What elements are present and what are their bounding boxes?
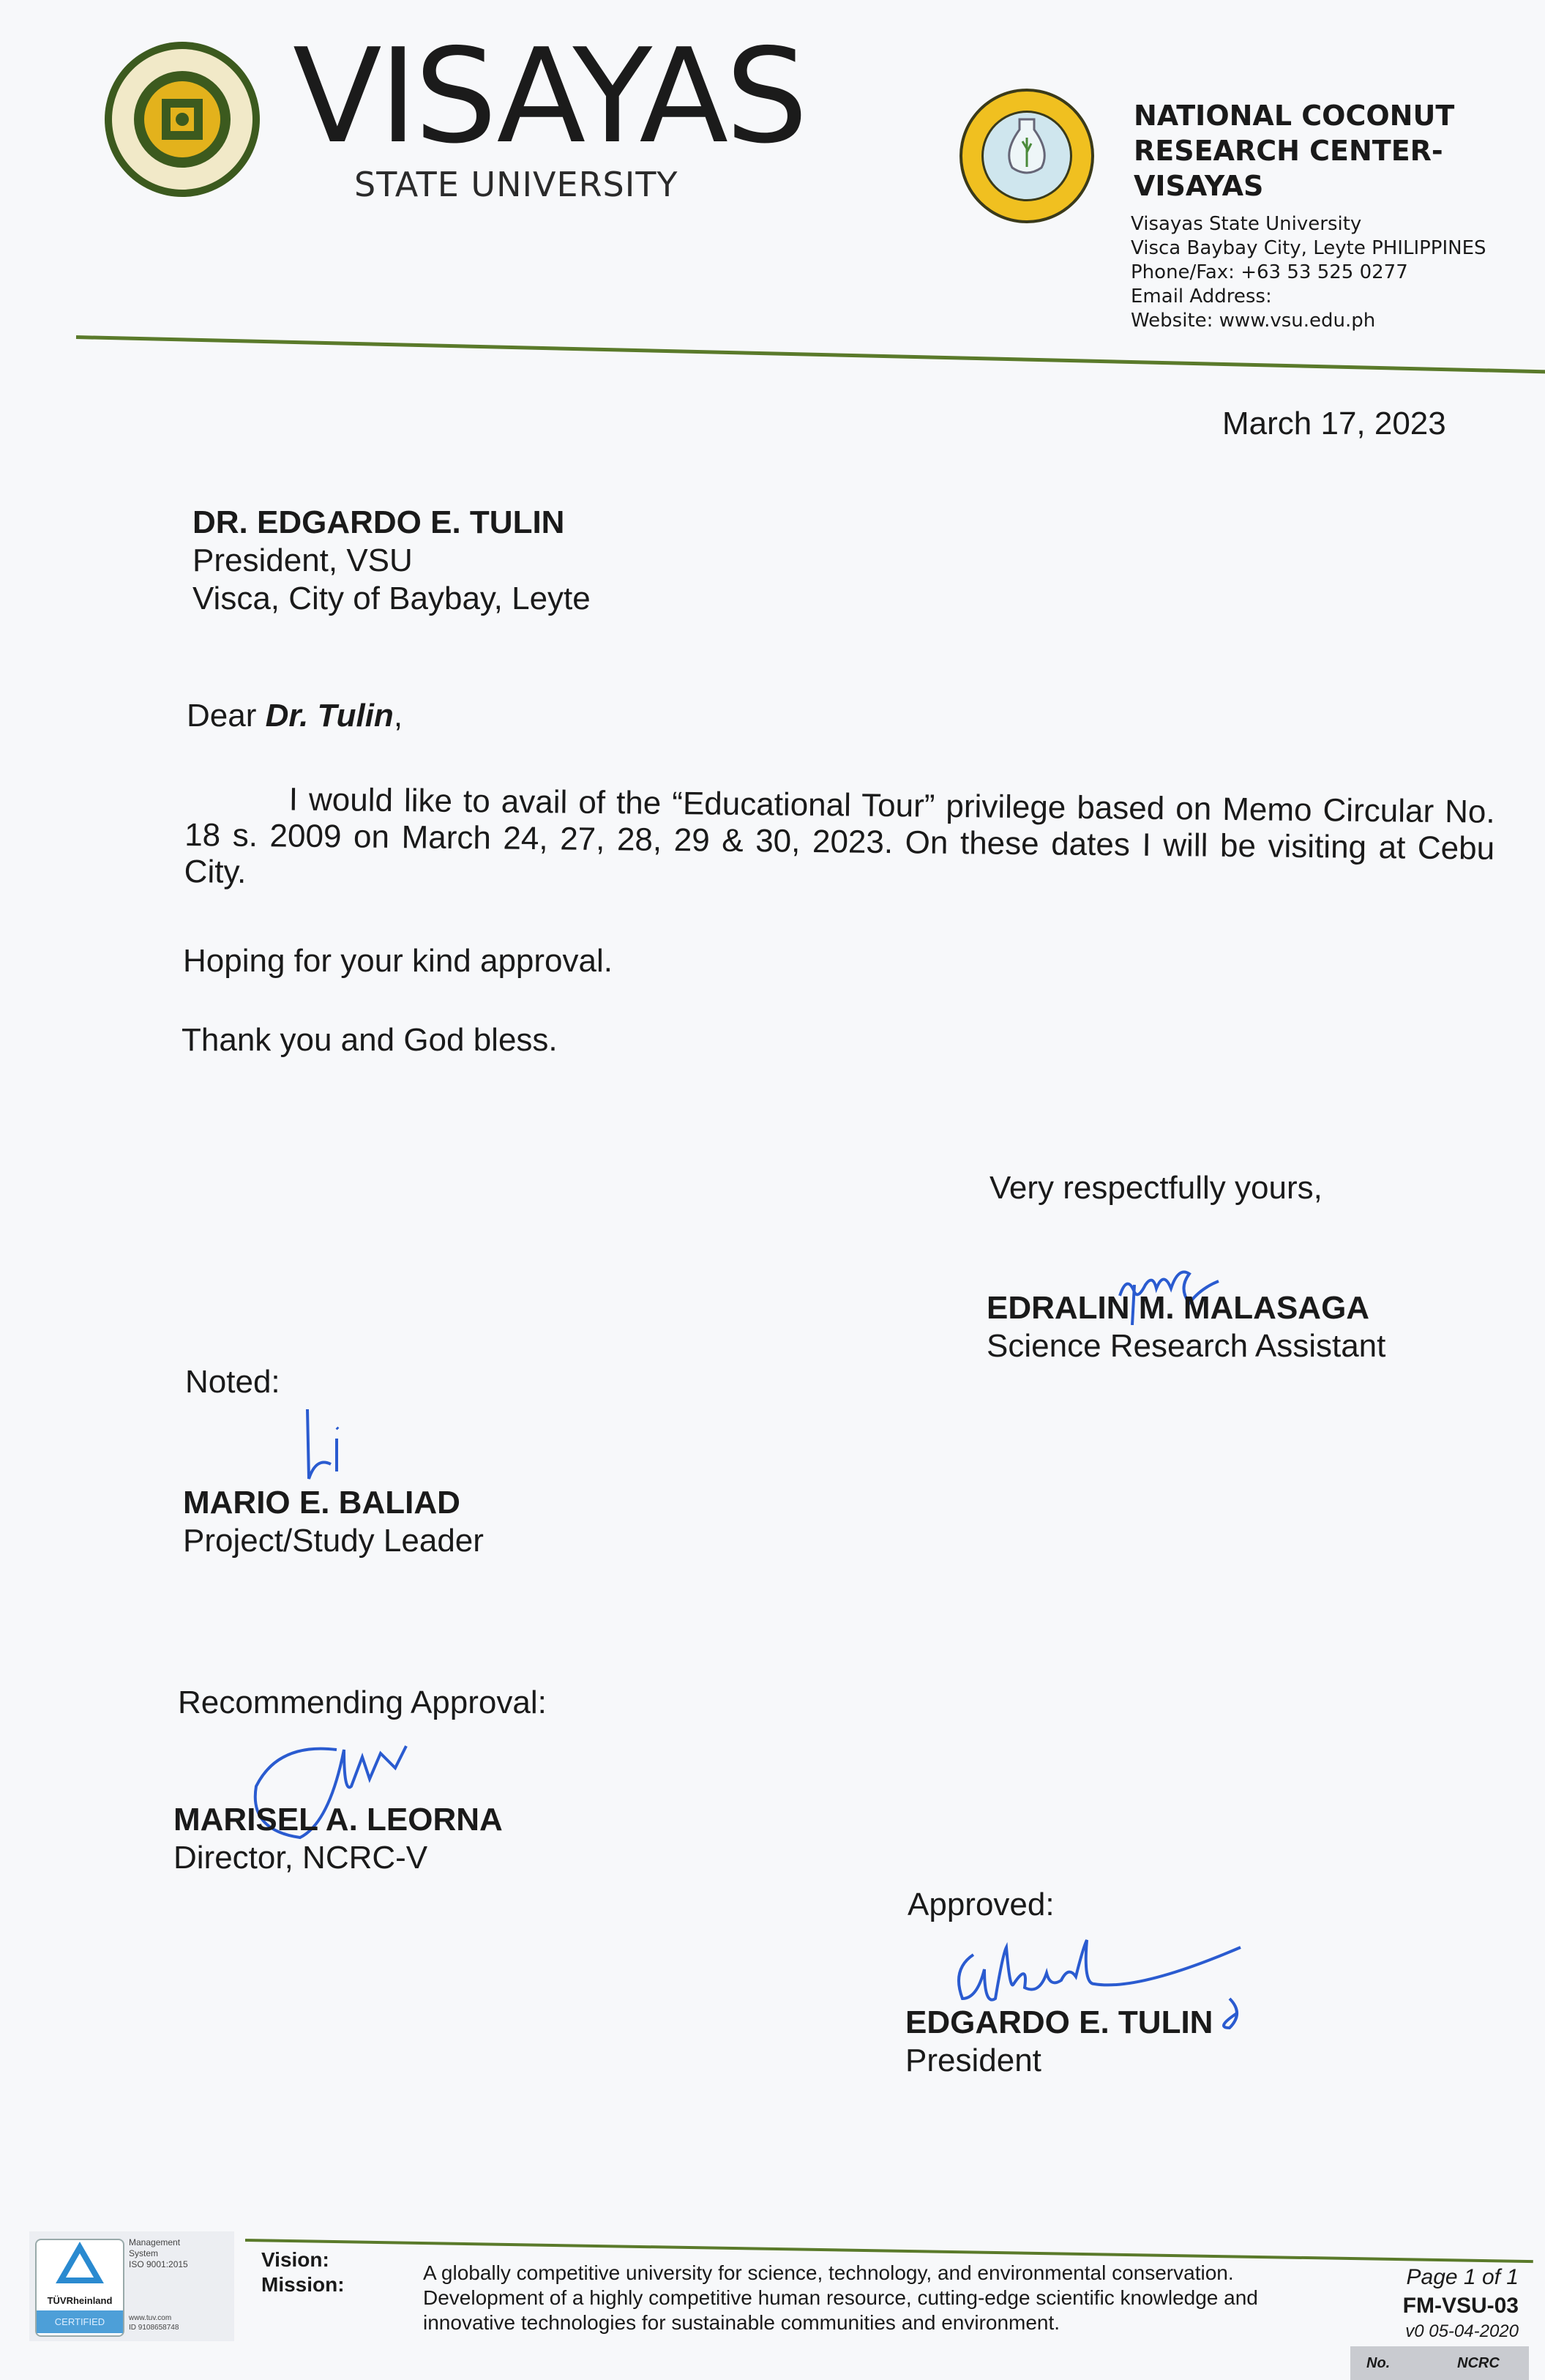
- addressee-name: DR. EDGARDO E. TULIN: [192, 504, 565, 540]
- control-number-box: [1350, 2346, 1529, 2380]
- no-label: No.: [1366, 2355, 1391, 2371]
- vision-label: Vision:: [261, 2248, 329, 2271]
- recommending-name: MARISEL A. LEORNA: [173, 1802, 503, 1838]
- tuv-certified: CERTIFIED: [37, 2310, 123, 2333]
- ncrc-info-line: Visca Baybay City, Leyte PHILIPPINES: [1131, 237, 1486, 259]
- closing: Very respectfully yours,: [990, 1170, 1323, 1206]
- no-value: NCRC: [1457, 2355, 1500, 2371]
- sender-name: EDRALIN M. MALASAGA: [987, 1290, 1370, 1326]
- recommending-block: [173, 1801, 503, 1877]
- header-divider: [76, 335, 1545, 373]
- ncrc-info-line: Phone/Fax: +63 53 525 0277: [1131, 261, 1408, 283]
- cert-line: System: [129, 2248, 159, 2258]
- cert-line: ISO 9001:2015: [129, 2259, 188, 2269]
- vision-mission-labels: [261, 2247, 345, 2297]
- vision-mission-text: [423, 2261, 1345, 2335]
- letter-thanks: Thank you and God bless.: [182, 1022, 558, 1058]
- footer-divider: [245, 2239, 1533, 2263]
- noted-name: MARIO E. BALIAD: [183, 1485, 460, 1521]
- mission-label: Mission:: [261, 2273, 345, 2296]
- addressee-title: President, VSU: [192, 542, 413, 578]
- ncrc-seal: [957, 86, 1096, 225]
- noted-block: [183, 1484, 484, 1560]
- ncrc-name-line: RESEARCH CENTER-: [1134, 135, 1443, 167]
- mission-text: Development of a highly competitive human resource, cutting-edge scientific knowledge and innovative technologies for sustainable communities and environment.: [423, 2286, 1258, 2334]
- cert-small: [129, 2313, 179, 2332]
- document-control: [1354, 2264, 1519, 2343]
- salutation-prefix: Dear: [187, 698, 266, 734]
- tuv-brand: TÜVRheinland: [47, 2295, 113, 2306]
- vsu-seal: [101, 38, 263, 201]
- addressee-address: Visca, City of Baybay, Leyte: [192, 581, 591, 616]
- tuv-triangle-icon: [37, 2240, 123, 2291]
- approved-title: President: [905, 2043, 1041, 2078]
- salutation: [187, 697, 403, 735]
- letter-hoping: Hoping for your kind approval.: [183, 943, 613, 979]
- ncrc-info-line: Website: www.vsu.edu.ph: [1131, 310, 1376, 332]
- recommending-title: Director, NCRC-V: [173, 1840, 428, 1876]
- letter-body: I would like to avail of the “Educational Tour” privilege based on Memo Circular No. 18 s. 2009 on March 24, 27, 28, 29 & 30, 2023. On these dates I will be visiting at Cebu City.: [184, 781, 1495, 890]
- ncrc-name-line: NATIONAL COCONUT: [1134, 100, 1455, 132]
- salutation-suffix: ,: [393, 698, 403, 734]
- cert-small-line: ID 9108658748: [129, 2324, 179, 2332]
- recommending-label: Recommending Approval:: [178, 1685, 547, 1720]
- noted-label: Noted:: [185, 1364, 280, 1400]
- vision-text: A globally competitive university for science, technology, and environmental conservation.: [423, 2261, 1234, 2284]
- page-number: Page 1 of 1: [1406, 2265, 1519, 2289]
- university-subtitle: STATE UNIVERSITY: [354, 165, 678, 204]
- noted-signature: [293, 1402, 359, 1482]
- tuv-logo: [35, 2239, 124, 2337]
- letter-date: March 17, 2023: [1222, 406, 1446, 441]
- ncrc-info-line: Visayas State University: [1131, 213, 1362, 235]
- cert-line: Management: [129, 2237, 181, 2247]
- approved-label: Approved:: [908, 1887, 1055, 1922]
- form-code: FM-VSU-03: [1402, 2294, 1519, 2318]
- sender-block: [987, 1289, 1385, 1365]
- approved-block: [905, 2004, 1213, 2080]
- ncrc-contact-info: [1131, 212, 1486, 333]
- ncrc-name: [1134, 98, 1454, 204]
- ncrc-name-line: VISAYAS: [1134, 170, 1264, 202]
- university-name: VISAYAS: [293, 20, 806, 172]
- form-version: v0 05-04-2020: [1405, 2321, 1519, 2341]
- noted-title: Project/Study Leader: [183, 1523, 484, 1559]
- ncrc-info-line: Email Address:: [1131, 286, 1272, 307]
- cert-small-line: www.tuv.com: [129, 2314, 172, 2322]
- cert-lines: [129, 2237, 188, 2270]
- iso-certification-badge: [29, 2231, 234, 2341]
- addressee-block: [192, 504, 591, 618]
- sender-title: Science Research Assistant: [987, 1328, 1386, 1364]
- salutation-name: Dr. Tulin: [265, 698, 394, 734]
- approved-name: EDGARDO E. TULIN: [905, 2004, 1213, 2040]
